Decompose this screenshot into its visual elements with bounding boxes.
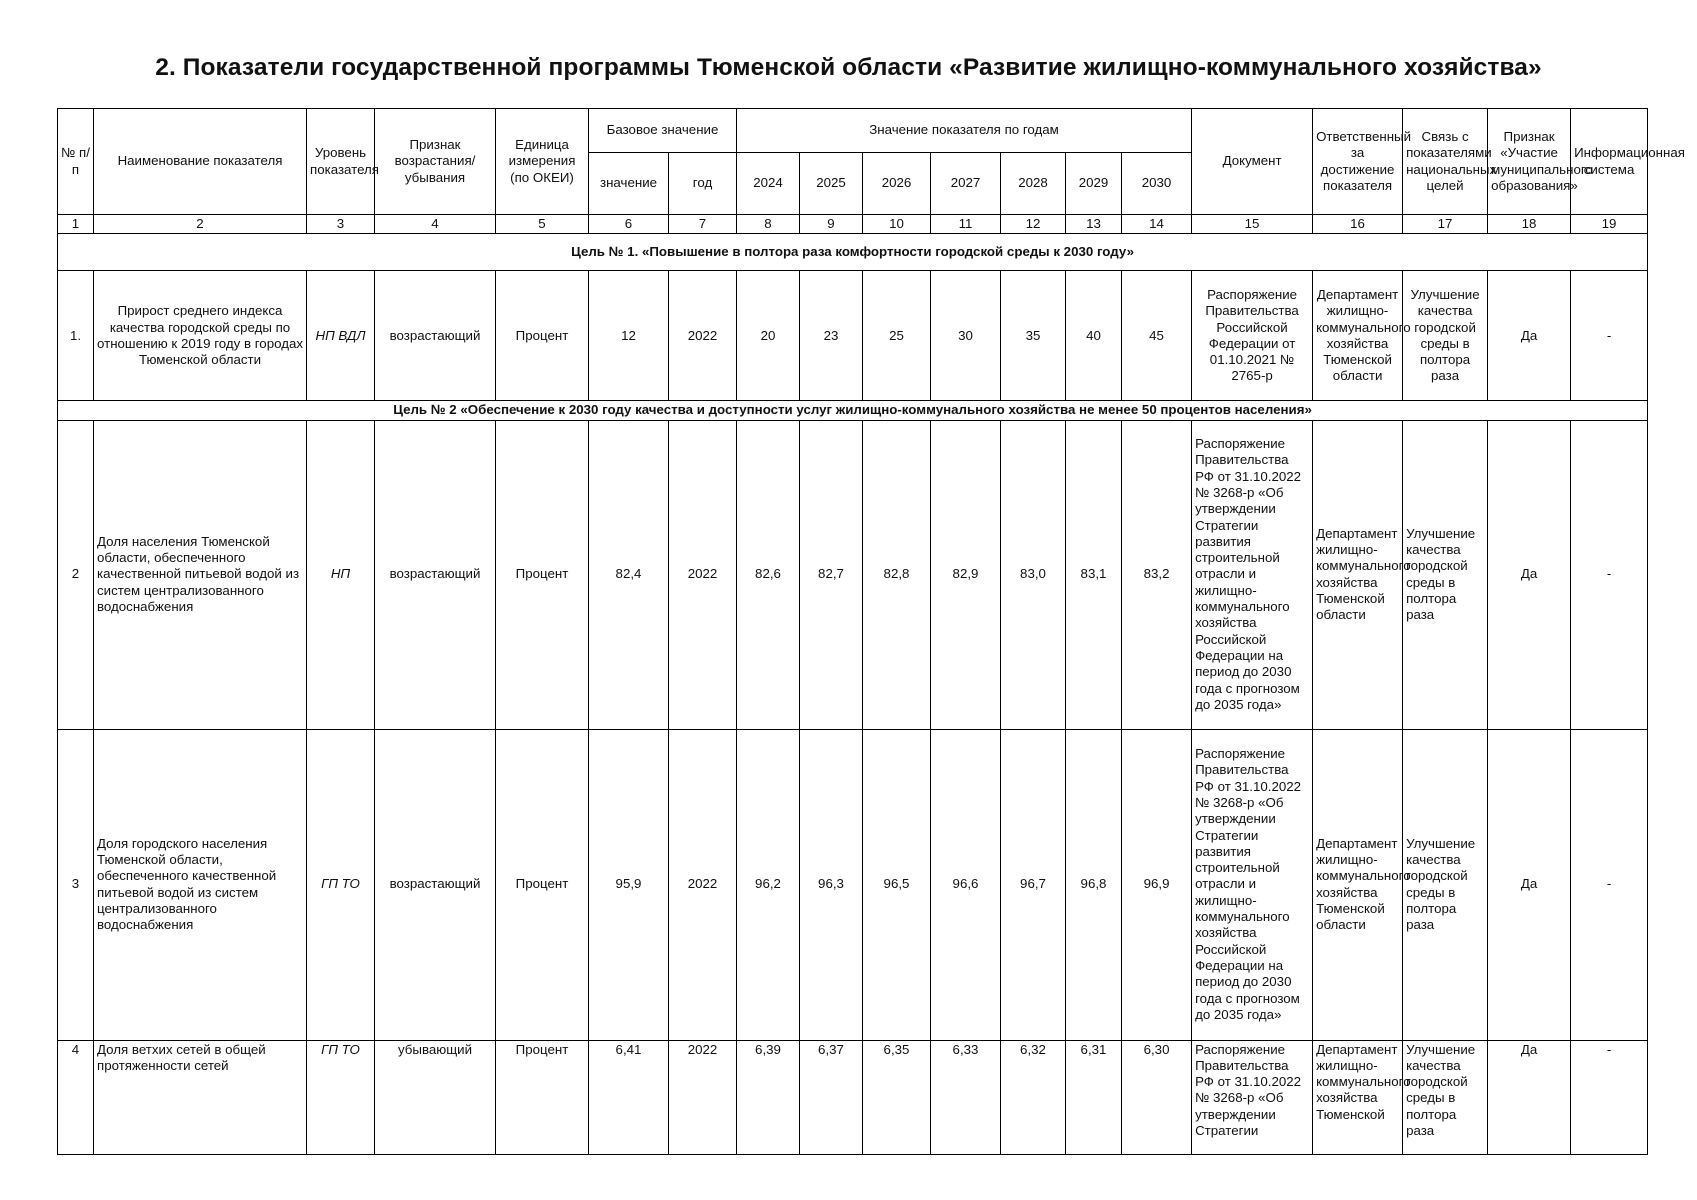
row-value-2026: 96,5 [863, 729, 931, 1040]
row-value-2024: 6,39 [737, 1040, 800, 1154]
table-row [58, 271, 1648, 401]
row-resp: Департамент жилищно-коммунального хозяйства Тюменской области [1313, 271, 1403, 401]
goal-row-2 [58, 401, 1648, 420]
row-base-year: 2022 [669, 1040, 737, 1154]
row-base-value: 82,4 [589, 420, 669, 729]
row-base-year: 2022 [669, 729, 737, 1040]
row-num: 2 [58, 420, 94, 729]
header-year-2024: 2024 [737, 153, 800, 215]
header-year-2029: 2029 [1066, 153, 1122, 215]
row-value-2028: 83,0 [1001, 420, 1066, 729]
row-value-2030: 83,2 [1122, 420, 1192, 729]
row-value-2029: 83,1 [1066, 420, 1122, 729]
col-number: 5 [496, 215, 589, 234]
header-row-1 [58, 109, 1648, 153]
row-value-2026: 6,35 [863, 1040, 931, 1154]
table-row [58, 420, 1648, 729]
row-value-2024: 20 [737, 271, 800, 401]
col-number: 19 [1571, 215, 1648, 234]
row-doc: Распоряжение Правительства РФ от 31.10.2022 № 3268-р «Об утверждении Стратегии развития строительной отрасли и жилищно-коммунального хозяйства Российской Федерации на период до 2030 года с прогнозом до 2035 года» [1192, 729, 1313, 1040]
row-value-2027: 30 [931, 271, 1001, 401]
row-value-2028: 96,7 [1001, 729, 1066, 1040]
header-level: Уровень показателя [307, 109, 375, 215]
col-number: 10 [863, 215, 931, 234]
row-num: 3 [58, 729, 94, 1040]
col-number: 13 [1066, 215, 1122, 234]
header-sign: Признак возрастания/ убывания [375, 109, 496, 215]
row-info: - [1571, 420, 1648, 729]
row-name: Прирост среднего индекса качества городской среды по отношению к 2019 году в городах Тюменской области [94, 271, 307, 401]
row-value-2024: 82,6 [737, 420, 800, 729]
row-base-value: 6,41 [589, 1040, 669, 1154]
goal-row-1 [58, 234, 1648, 271]
header-base-year: год [669, 153, 737, 215]
header-year-2026: 2026 [863, 153, 931, 215]
row-value-2025: 82,7 [800, 420, 863, 729]
row-value-2026: 82,8 [863, 420, 931, 729]
header-name: Наименование показателя [94, 109, 307, 215]
row-value-2028: 6,32 [1001, 1040, 1066, 1154]
row-value-2026: 25 [863, 271, 931, 401]
row-level: ГП ТО [307, 729, 375, 1040]
row-link: Улучшение качества городской среды в полтора раза [1403, 420, 1488, 729]
col-number: 17 [1403, 215, 1488, 234]
row-sign: возрастающий [375, 729, 496, 1040]
goal-2-title: Цель № 2 «Обеспечение к 2030 году качества и доступности услуг жилищно-коммунального хозяйства не менее 50 процентов населения» [58, 401, 1648, 420]
header-doc: Документ [1192, 109, 1313, 215]
col-number: 7 [669, 215, 737, 234]
row-sign: убывающий [375, 1040, 496, 1154]
row-name: Доля ветхих сетей в общей протяженности сетей [94, 1040, 307, 1154]
col-number: 1 [58, 215, 94, 234]
row-name: Доля населения Тюменской области, обеспеченного качественной питьевой водой из систем централизованного водоснабжения [94, 420, 307, 729]
goal-1-title: Цель № 1. «Повышение в полтора раза комфортности городской среды к 2030 году» [58, 234, 1648, 271]
col-number: 15 [1192, 215, 1313, 234]
row-unit: Процент [496, 729, 589, 1040]
table-row [58, 1040, 1648, 1154]
row-level: НП [307, 420, 375, 729]
row-value-2030: 45 [1122, 271, 1192, 401]
row-link: Улучшение качества городской среды в полтора раза [1403, 729, 1488, 1040]
row-sign: возрастающий [375, 420, 496, 729]
row-info: - [1571, 1040, 1648, 1154]
row-value-2029: 96,8 [1066, 729, 1122, 1040]
header-year-2025: 2025 [800, 153, 863, 215]
row-value-2024: 96,2 [737, 729, 800, 1040]
indicators-table [57, 108, 1685, 1155]
row-municipal: Да [1488, 729, 1571, 1040]
row-doc: Распоряжение Правительства Российской Федерации от 01.10.2021 № 2765-р [1192, 271, 1313, 401]
row-resp: Департамент жилищно-коммунального хозяйства Тюменской [1313, 1040, 1403, 1154]
page-title: 2. Показатели государственной программы Тюменской области «Развитие жилищно-коммунального хозяйства» [155, 54, 1542, 81]
row-doc: Распоряжение Правительства РФ от 31.10.2022 № 3268-р «Об утверждении Стратегии [1192, 1040, 1313, 1154]
row-base-year: 2022 [669, 271, 737, 401]
table-row [58, 729, 1648, 1040]
col-number: 8 [737, 215, 800, 234]
row-name: Доля городского населения Тюменской области, обеспеченного качественной питьевой водой из систем централизованного водоснабжения [94, 729, 307, 1040]
col-number: 6 [589, 215, 669, 234]
row-link: Улучшение качества городской среды в полтора раза [1403, 1040, 1488, 1154]
row-value-2029: 6,31 [1066, 1040, 1122, 1154]
row-info: - [1571, 729, 1648, 1040]
row-municipal: Да [1488, 420, 1571, 729]
col-number: 9 [800, 215, 863, 234]
row-value-2027: 6,33 [931, 1040, 1001, 1154]
row-unit: Процент [496, 1040, 589, 1154]
row-num: 1. [58, 271, 94, 401]
header-resp: Ответственный за достижение показателя [1313, 109, 1403, 215]
col-number: 11 [931, 215, 1001, 234]
header-base-value: значение [589, 153, 669, 215]
row-value-2025: 6,37 [800, 1040, 863, 1154]
row-info: - [1571, 271, 1648, 401]
header-link: Связь с показателями национальных целей [1403, 109, 1488, 215]
row-value-2027: 82,9 [931, 420, 1001, 729]
row-level: НП ВДЛ [307, 271, 375, 401]
row-municipal: Да [1488, 271, 1571, 401]
row-municipal: Да [1488, 1040, 1571, 1154]
header-year-2030: 2030 [1122, 153, 1192, 215]
row-doc: Распоряжение Правительства РФ от 31.10.2022 № 3268-р «Об утверждении Стратегии развития строительной отрасли и жилищно-коммунального хозяйства Российской Федерации на период до 2030 года с прогнозом до 2035 года» [1192, 420, 1313, 729]
header-base: Базовое значение [589, 109, 737, 153]
col-number: 3 [307, 215, 375, 234]
row-unit: Процент [496, 271, 589, 401]
row-link: Улучшение качества городской среды в полтора раза [1403, 271, 1488, 401]
row-base-year: 2022 [669, 420, 737, 729]
col-number: 2 [94, 215, 307, 234]
col-number: 16 [1313, 215, 1403, 234]
row-value-2025: 23 [800, 271, 863, 401]
row-num: 4 [58, 1040, 94, 1154]
row-value-2030: 6,30 [1122, 1040, 1192, 1154]
row-level: ГП ТО [307, 1040, 375, 1154]
header-unit: Единица измерения (по ОКЕИ) [496, 109, 589, 215]
col-number: 12 [1001, 215, 1066, 234]
row-sign: возрастающий [375, 271, 496, 401]
row-base-value: 95,9 [589, 729, 669, 1040]
col-number: 18 [1488, 215, 1571, 234]
header-info: Информационная система [1571, 109, 1648, 215]
row-value-2029: 40 [1066, 271, 1122, 401]
col-number: 14 [1122, 215, 1192, 234]
row-unit: Процент [496, 420, 589, 729]
column-number-row [58, 215, 1648, 234]
row-value-2030: 96,9 [1122, 729, 1192, 1040]
row-base-value: 12 [589, 271, 669, 401]
row-value-2028: 35 [1001, 271, 1066, 401]
header-year-2028: 2028 [1001, 153, 1066, 215]
row-resp: Департамент жилищно-коммунального хозяйства Тюменской области [1313, 420, 1403, 729]
row-value-2025: 96,3 [800, 729, 863, 1040]
header-years-group: Значение показателя по годам [737, 109, 1192, 153]
header-num: № п/п [58, 109, 94, 215]
row-value-2027: 96,6 [931, 729, 1001, 1040]
header-municipal: Признак «Участие муниципального образования» [1488, 109, 1571, 215]
header-year-2027: 2027 [931, 153, 1001, 215]
col-number: 4 [375, 215, 496, 234]
row-resp: Департамент жилищно-коммунального хозяйства Тюменской области [1313, 729, 1403, 1040]
